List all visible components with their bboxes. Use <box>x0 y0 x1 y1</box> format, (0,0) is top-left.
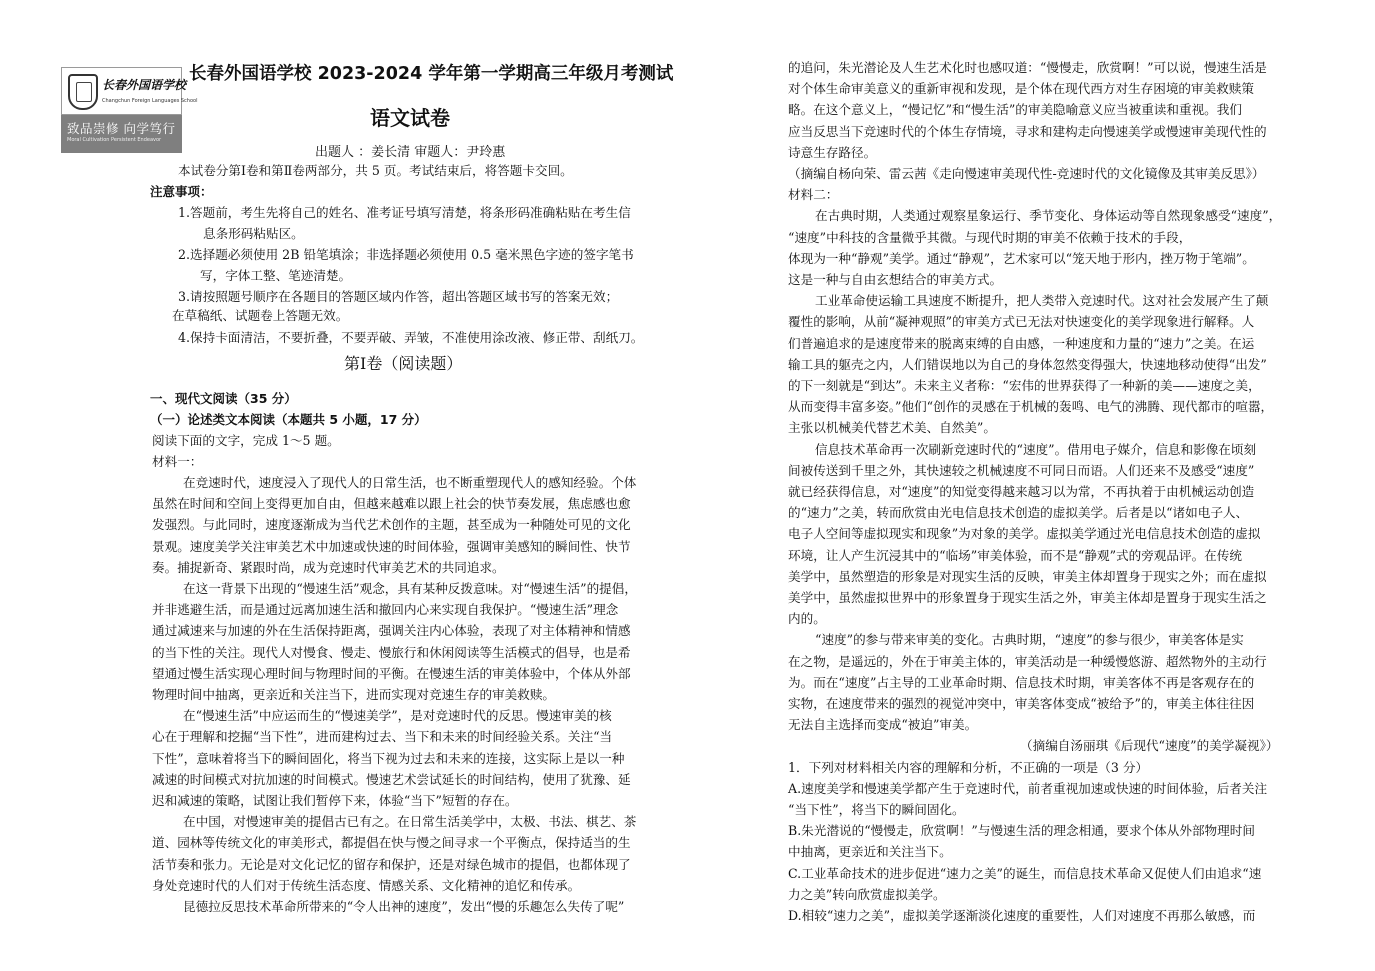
text-line: 减速的时间模式对抗加速的时间模式。慢速艺术尝试延长的时间结构，使用了犹豫、延 <box>152 771 631 787</box>
text-line: 实物，在速度带来的强烈的视觉冲突中，审美客体变成“被给予”的，审美主体往往因 <box>788 696 1255 711</box>
text-line: 环境，让人产生沉浸其中的“临场”审美体验，而不是“静观”式的旁观品评。在传统 <box>788 547 1242 563</box>
text-line: 对个体生命审美意义的重新审视和发现，是个体在现代西方对生存困境的审美救赎策 <box>788 81 1254 97</box>
material-label: 材料一： <box>152 454 203 469</box>
text-line: 无法自主选择而变成“被迫”审美。 <box>788 717 978 733</box>
text-line: （摘编自杨向荣、雷云茜《走向慢速审美现代性-竞速时代的文化镜像及其审美反思》） <box>788 166 1265 181</box>
text-line: 略。在这个意义上，“慢记忆”和“慢生活”的审美隐喻意义应当被重读和重视。我们 <box>788 102 1242 118</box>
exam-title: 长春外国语学校 2023-2024 学年第一学期高三年级月考测试 <box>189 64 674 84</box>
text-line: 在古典时期，人类通过观察星象运行、季节变化、身体运动等自然现象感受“速度”， <box>815 208 1282 224</box>
text-line: 美学中，虽然虚拟世界中的形象置身于现实生活之外，审美主体却是置身于现实生活之 <box>788 590 1267 605</box>
text-line: 这是一种与自由玄想结合的审美方式。 <box>788 272 1003 287</box>
text-line: 内的。 <box>788 611 826 627</box>
text-line: 的追问，朱光潜论及人生艺术化时也感叹道：“慢慢走，欣赏啊！”可以说，慢速生活是 <box>788 60 1267 75</box>
text-line: 主张以机械美代替艺术美、自然美”。 <box>788 420 996 436</box>
text-line: 输工具的躯壳之内，人们错误地以为自己的身体忽然变得强大，快速地移动使得“出发” <box>788 356 1267 372</box>
note-line: 3.请按照题号顺序在各题目的答题区域内作答，超出答题区域书写的答案无效； <box>178 289 619 304</box>
text-line: 身处竞速时代的人们对于传统生活态度、情感关系、文化精神的追忆和传承。 <box>152 877 581 893</box>
text-line: 在“慢速生活”中应运而生的“慢速美学”，是对竞速时代的反思。慢速审美的核 <box>183 708 612 724</box>
note-line: 1.答题前，考生先将自己的姓名、准考证号填写清楚，将条形码准确粘贴在考生信 <box>178 205 631 220</box>
intro-line: 本试卷分第Ⅰ卷和第Ⅱ卷两部分，共 5 页。考试结束后，将答题卡交回。 <box>178 163 573 178</box>
school-logo <box>61 67 198 153</box>
paper-title: 语文试卷 <box>370 106 450 130</box>
text-line: 信息技术革命再一次刷新竞速时代的“速度”。借用电子媒介，信息和影像在顷刻 <box>815 441 1257 457</box>
text-line: A.速度美学和慢速美学都产生于竞速时代，前者重视加速或快速的时间体验，后者关注 <box>788 780 1268 796</box>
text-line: 景观。速度美学关注审美艺术中加速或快速的时间体验，强调审美感知的瞬间性、快节 <box>152 538 631 554</box>
text-line: 诗意生存路径。 <box>788 144 877 160</box>
sub-heading: （一）论述类文本阅读（本题共 5 小题，17 分） <box>150 412 427 427</box>
text-line: 昆德拉反思技术革命所带来的“令人出神的速度”，发出“慢的乐趣怎么失传了呢” <box>183 899 625 914</box>
text-line: 应当反思当下竞速时代的个体生存情境，寻求和建构走向慢速美学或慢速审美现代性的 <box>788 123 1267 139</box>
instruction-line: 阅读下面的文字，完成 1～5 题。 <box>152 433 340 448</box>
text-line: 道、园林等传统文化的审美形式，都提倡在快与慢之间寻求一个平衡点，保持适当的生 <box>152 835 631 851</box>
logo-motto-en: Moral Cultivation Persistent Endeavor <box>67 137 162 143</box>
note-line: 4.保持卡面清洁，不要折叠，不要弄破、弄皱，不准使用涂改液、修正带、刮纸刀。 <box>178 330 644 345</box>
text-line: 材料二： <box>788 187 839 203</box>
note-line: 息条形码粘贴区。 <box>203 226 304 241</box>
text-line: 的当下性的关注。现代人对慢食、慢走、慢旅行和休闲阅读等生活模式的倡导，也是希 <box>152 644 631 660</box>
text-line: C.工业革命技术的进步促进“速力之美”的诞生，而信息技术革命又促使人们由追求“速 <box>788 865 1262 881</box>
text-line: 覆性的影响，从前“凝神观照”的审美方式已无法对快速变化的美学现象进行解释。人 <box>788 314 1255 330</box>
school-seal-icon <box>68 74 98 110</box>
text-line: “速度”的参与带来审美的变化。古典时期，“速度”的参与很少，审美客体是实 <box>815 632 1244 648</box>
text-line: 工业革命使运输工具速度不断提升，把人类带入竞速时代。这对社会发展产生了颠 <box>815 293 1269 309</box>
text-line: 的“速力”之美，转而欣赏由光电信息技术创造的虚拟美学。后者是以“诸如电子人、 <box>788 505 1249 521</box>
note-line: 在草稿纸、试题卷上答题无效。 <box>172 308 349 323</box>
text-line: 们普遍追求的是速度带来的脱离束缚的自由感，一种速度和力量的“速力”之美。在运 <box>788 335 1255 351</box>
text-line: 通过减速来与加速的外在生活保持距离，强调关注内心体验，表现了对主体精神和情感 <box>152 623 631 639</box>
text-line: 1．下列对材料相关内容的理解和分析，不正确的一项是（3 分） <box>788 759 1149 775</box>
text-line: “速度”中科技的含量微乎其微。与现代时期的审美不依赖于技术的手段， <box>788 229 1192 245</box>
authors-line: 出题人 ：姜长清 审题人：尹玲惠 <box>315 145 506 160</box>
text-line: 从而变得丰富多姿。”他们“创作的灵感在于机械的轰鸣、电气的沸腾、现代都市的喧嚣， <box>788 399 1274 415</box>
logo-banner <box>61 67 198 115</box>
text-line: 力之美”转向欣赏虚拟美学。 <box>788 886 946 902</box>
text-line: D.相较“速力之美”，虚拟美学逐渐淡化速度的重要性，人们对速度不再那么敏感，而 <box>788 908 1256 923</box>
text-line: 物理时间中抽离，更亲近和关注当下，进而实现对竞速生存的审美救赎。 <box>152 687 555 702</box>
logo-motto: 致品崇修 向学笃行 <box>67 121 176 136</box>
notes-heading: 注意事项： <box>150 184 213 199</box>
text-line: 中抽离，更亲近和关注当下。 <box>788 844 952 860</box>
text-line: 在之物，是遥远的，外在于审美主体的，审美活动是一种缓慢悠游、超然物外的主动行 <box>788 653 1267 669</box>
text-line: 迟和减速的策略，试图让我们暂停下来，体验“当下”短暂的存在。 <box>152 793 518 808</box>
note-line: 写，字体工整、笔迹清楚。 <box>200 268 352 283</box>
text-line: 并非逃避生活，而是通过远离加速生活和撤回内心来实现自我保护。“慢速生活”理念 <box>152 602 619 618</box>
text-line: 电子人空间等虚拟现实和现象”为对象的美学。虚拟美学通过光电信息技术创造的虚拟 <box>788 526 1261 542</box>
text-line: 就已经获得信息，对“速度”的知觉变得越来越习以为常，不再执着于由机械运动创造 <box>788 484 1255 499</box>
text-line: 心在于理解和挖掘“当下性”，进而建构过去、当下和未来的时间经验关系。关注“当 <box>152 729 613 745</box>
text-line: 体现为一种“静观”美学。通过“静观”，艺术家可以“笼天地于形内，挫万物于笔端”。 <box>788 250 1255 266</box>
text-line: 在中国，对慢速审美的提倡古已有之。在日常生活美学中，太极、书法、棋艺、茶 <box>183 814 637 830</box>
text-line: 下性”，意味着将当下的瞬间固化，将当下视为过去和未来的连接，这实际上是以一种 <box>152 750 625 766</box>
text-line: “当下性”，将当下的瞬间固化。 <box>788 802 965 817</box>
text-line: 虽然在时间和空间上变得更加自由，但越来越难以跟上社会的快节奏发展，焦虑感也愈 <box>152 496 631 512</box>
section-title: 第Ⅰ卷（阅读题） <box>344 354 463 373</box>
text-line: 为。而在“速度”占主导的工业革命时期、信息技术时期，审美客体不再是客观存在的 <box>788 674 1255 690</box>
text-line: 间被传送到千里之外，其快速较之机械速度不可同日而语。人们还来不及感受“速度” <box>788 462 1255 478</box>
text-line: 的下一刻就是“到达”。未来主义者称：“宏伟的世界获得了一种新的美——速度之美， <box>788 378 1261 393</box>
text-line: B.朱光潜说的“慢慢走，欣赏啊！”与慢速生活的理念相通，要求个体从外部物理时间 <box>788 823 1255 839</box>
logo-school-name-en: Changchun Foreign Languages School <box>102 98 198 104</box>
text-line: 在这一背景下出现的“慢速生活”观念，具有某种反拨意味。对“慢速生活”的提倡， <box>183 581 637 596</box>
text-line: 发强烈。与此同时，速度逐渐成为当代艺术创作的主题，甚至成为一种随处可见的文化 <box>152 517 631 533</box>
text-line: 活节奏和张力。无论是对文化记忆的留存和保护，还是对绿色城市的提倡，也都体现了 <box>152 856 631 872</box>
logo-school-name: 长春外国语学校 <box>102 78 187 92</box>
text-line: 在竞速时代，速度浸入了现代人的日常生活，也不断重塑现代人的感知经验。个体 <box>183 475 637 490</box>
text-line: 奏。捕捉新奇、紧跟时尚，成为竞速时代审美艺术的共同追求。 <box>152 559 505 575</box>
text-line: （摘编自汤丽琪《后现代“速度”的美学凝视》） <box>1020 738 1279 754</box>
note-line: 2.选择题必须使用 2B 铅笔填涂；非选择题必须使用 0.5 毫米黑色字迹的签字笔书 <box>178 247 634 262</box>
part-heading: 一、现代文阅读（35 分） <box>150 391 297 406</box>
text-line: 美学中，虽然塑造的形象是对现实生活的反映，审美主体却置身于现实之外；而在虚拟 <box>788 568 1267 584</box>
text-line: 望通过慢生活实现心理时间与物理时间的平衡。在慢速生活的审美体验中，个体从外部 <box>152 665 631 681</box>
